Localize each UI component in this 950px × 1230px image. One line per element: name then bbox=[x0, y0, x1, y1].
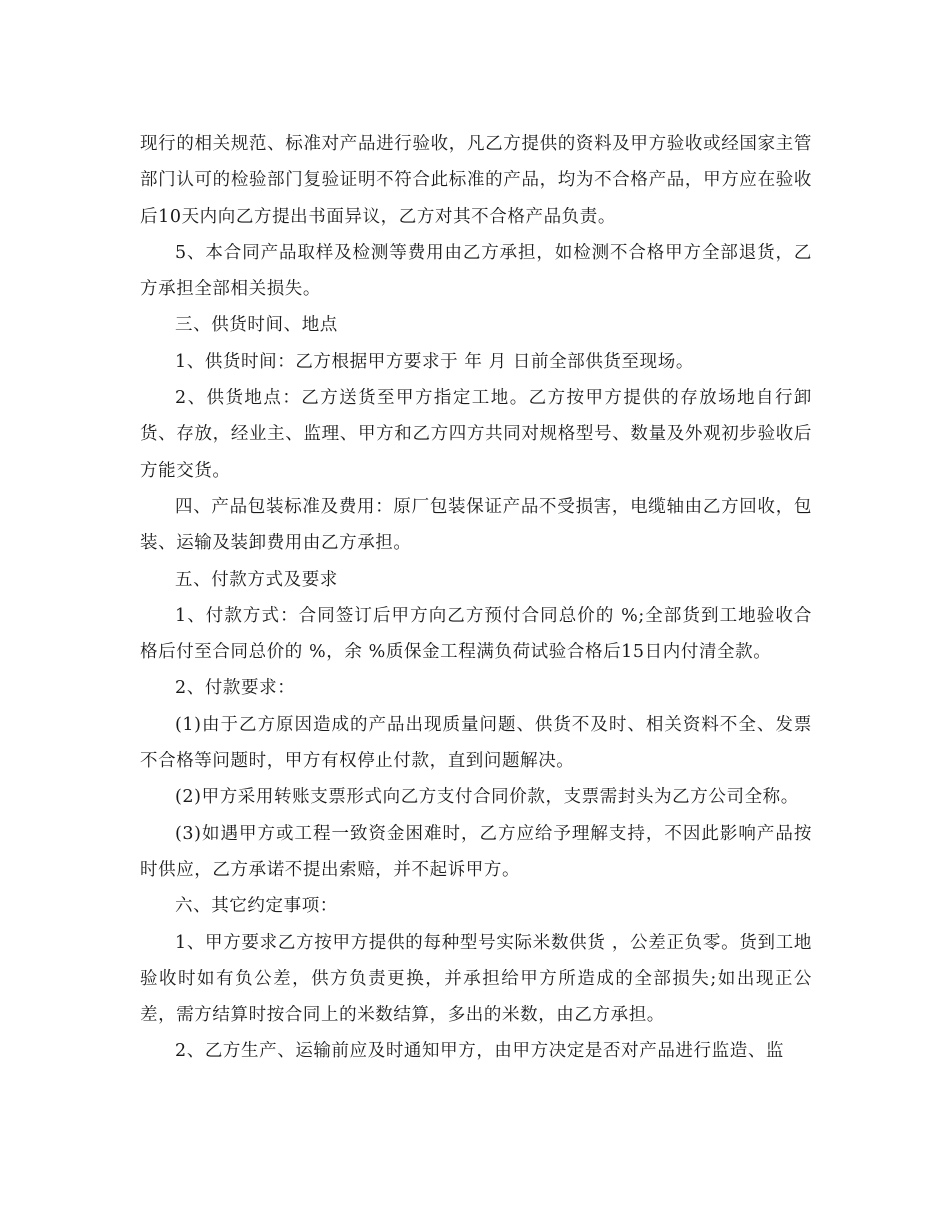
paragraph-other-terms-2: 2、乙方生产、运输前应及时通知甲方，由甲方决定是否对产品进行监造、监 bbox=[175, 1041, 785, 1062]
section-heading-other-terms: 六、其它约定事项： bbox=[175, 896, 338, 917]
paragraph-payment-method: 1、付款方式：合同签订后甲方向乙方预付合同总价的 %;全部货到工地验收合格后付至合同总价的 %，余 %质保金工程满负荷试验合格后15日内付清全款。 bbox=[140, 605, 812, 663]
section-heading-payment: 五、付款方式及要求 bbox=[175, 569, 338, 590]
document-body bbox=[140, 126, 812, 1070]
paragraph-delivery-location: 2、供货地点：乙方送货至甲方指定工地。乙方按甲方提供的存放场地自行卸货、存放，经业主、监理、甲方和乙方四方共同对规格型号、数量及外观初步验收后方能交货。 bbox=[140, 388, 812, 481]
section-heading-delivery: 三、供货时间、地点 bbox=[175, 315, 338, 336]
paragraph-payment-item-1: (1)由于乙方原因造成的产品出现质量问题、供货不及时、相关资料不全、发票不合格等问题时，甲方有权停止付款，直到问题解决。 bbox=[140, 714, 812, 772]
paragraph-payment-item-3: (3)如遇甲方或工程一致资金困难时，乙方应给予理解支持，不因此影响产品按时供应，乙方承诺不提出索赔，并不起诉甲方。 bbox=[140, 823, 812, 880]
paragraph-payment-requirements: 2、付款要求： bbox=[175, 678, 296, 699]
paragraph-other-terms-1: 1、甲方要求乙方按甲方提供的每种型号实际米数供货 ，公差正负零。货到工地验收时如有负公差，供方负责更换，并承担给甲方所造成的全部损失;如出现正公差，需方结算时按合同上的米数结算，多出的米数，由乙方承担。 bbox=[140, 932, 812, 1026]
paragraph-clause-5-testing-fees: 5、本合同产品取样及检测等费用由乙方承担，如检测不合格甲方全部退货，乙方承担全部相关损失。 bbox=[140, 242, 812, 300]
paragraph-acceptance-standard: 现行的相关规范、标准对产品进行验收，凡乙方提供的资料及甲方验收或经国家主管部门认可的检验部门复验证明不符合此标准的产品，均为不合格产品，甲方应在验收后10天内向乙方提出书面异议，乙方对其不合格产品负责。 bbox=[140, 134, 812, 227]
paragraph-delivery-time: 1、供货时间：乙方根据甲方要求于 年 月 日前全部供货至现场。 bbox=[175, 351, 694, 372]
section-heading-packaging: 四、产品包装标准及费用：原厂包装保证产品不受损害，电缆轴由乙方回收，包装、运输及装卸费用由乙方承担。 bbox=[140, 496, 812, 554]
paragraph-payment-item-2: (2)甲方采用转账支票形式向乙方支付合同价款，支票需封头为乙方公司全称。 bbox=[175, 787, 799, 808]
